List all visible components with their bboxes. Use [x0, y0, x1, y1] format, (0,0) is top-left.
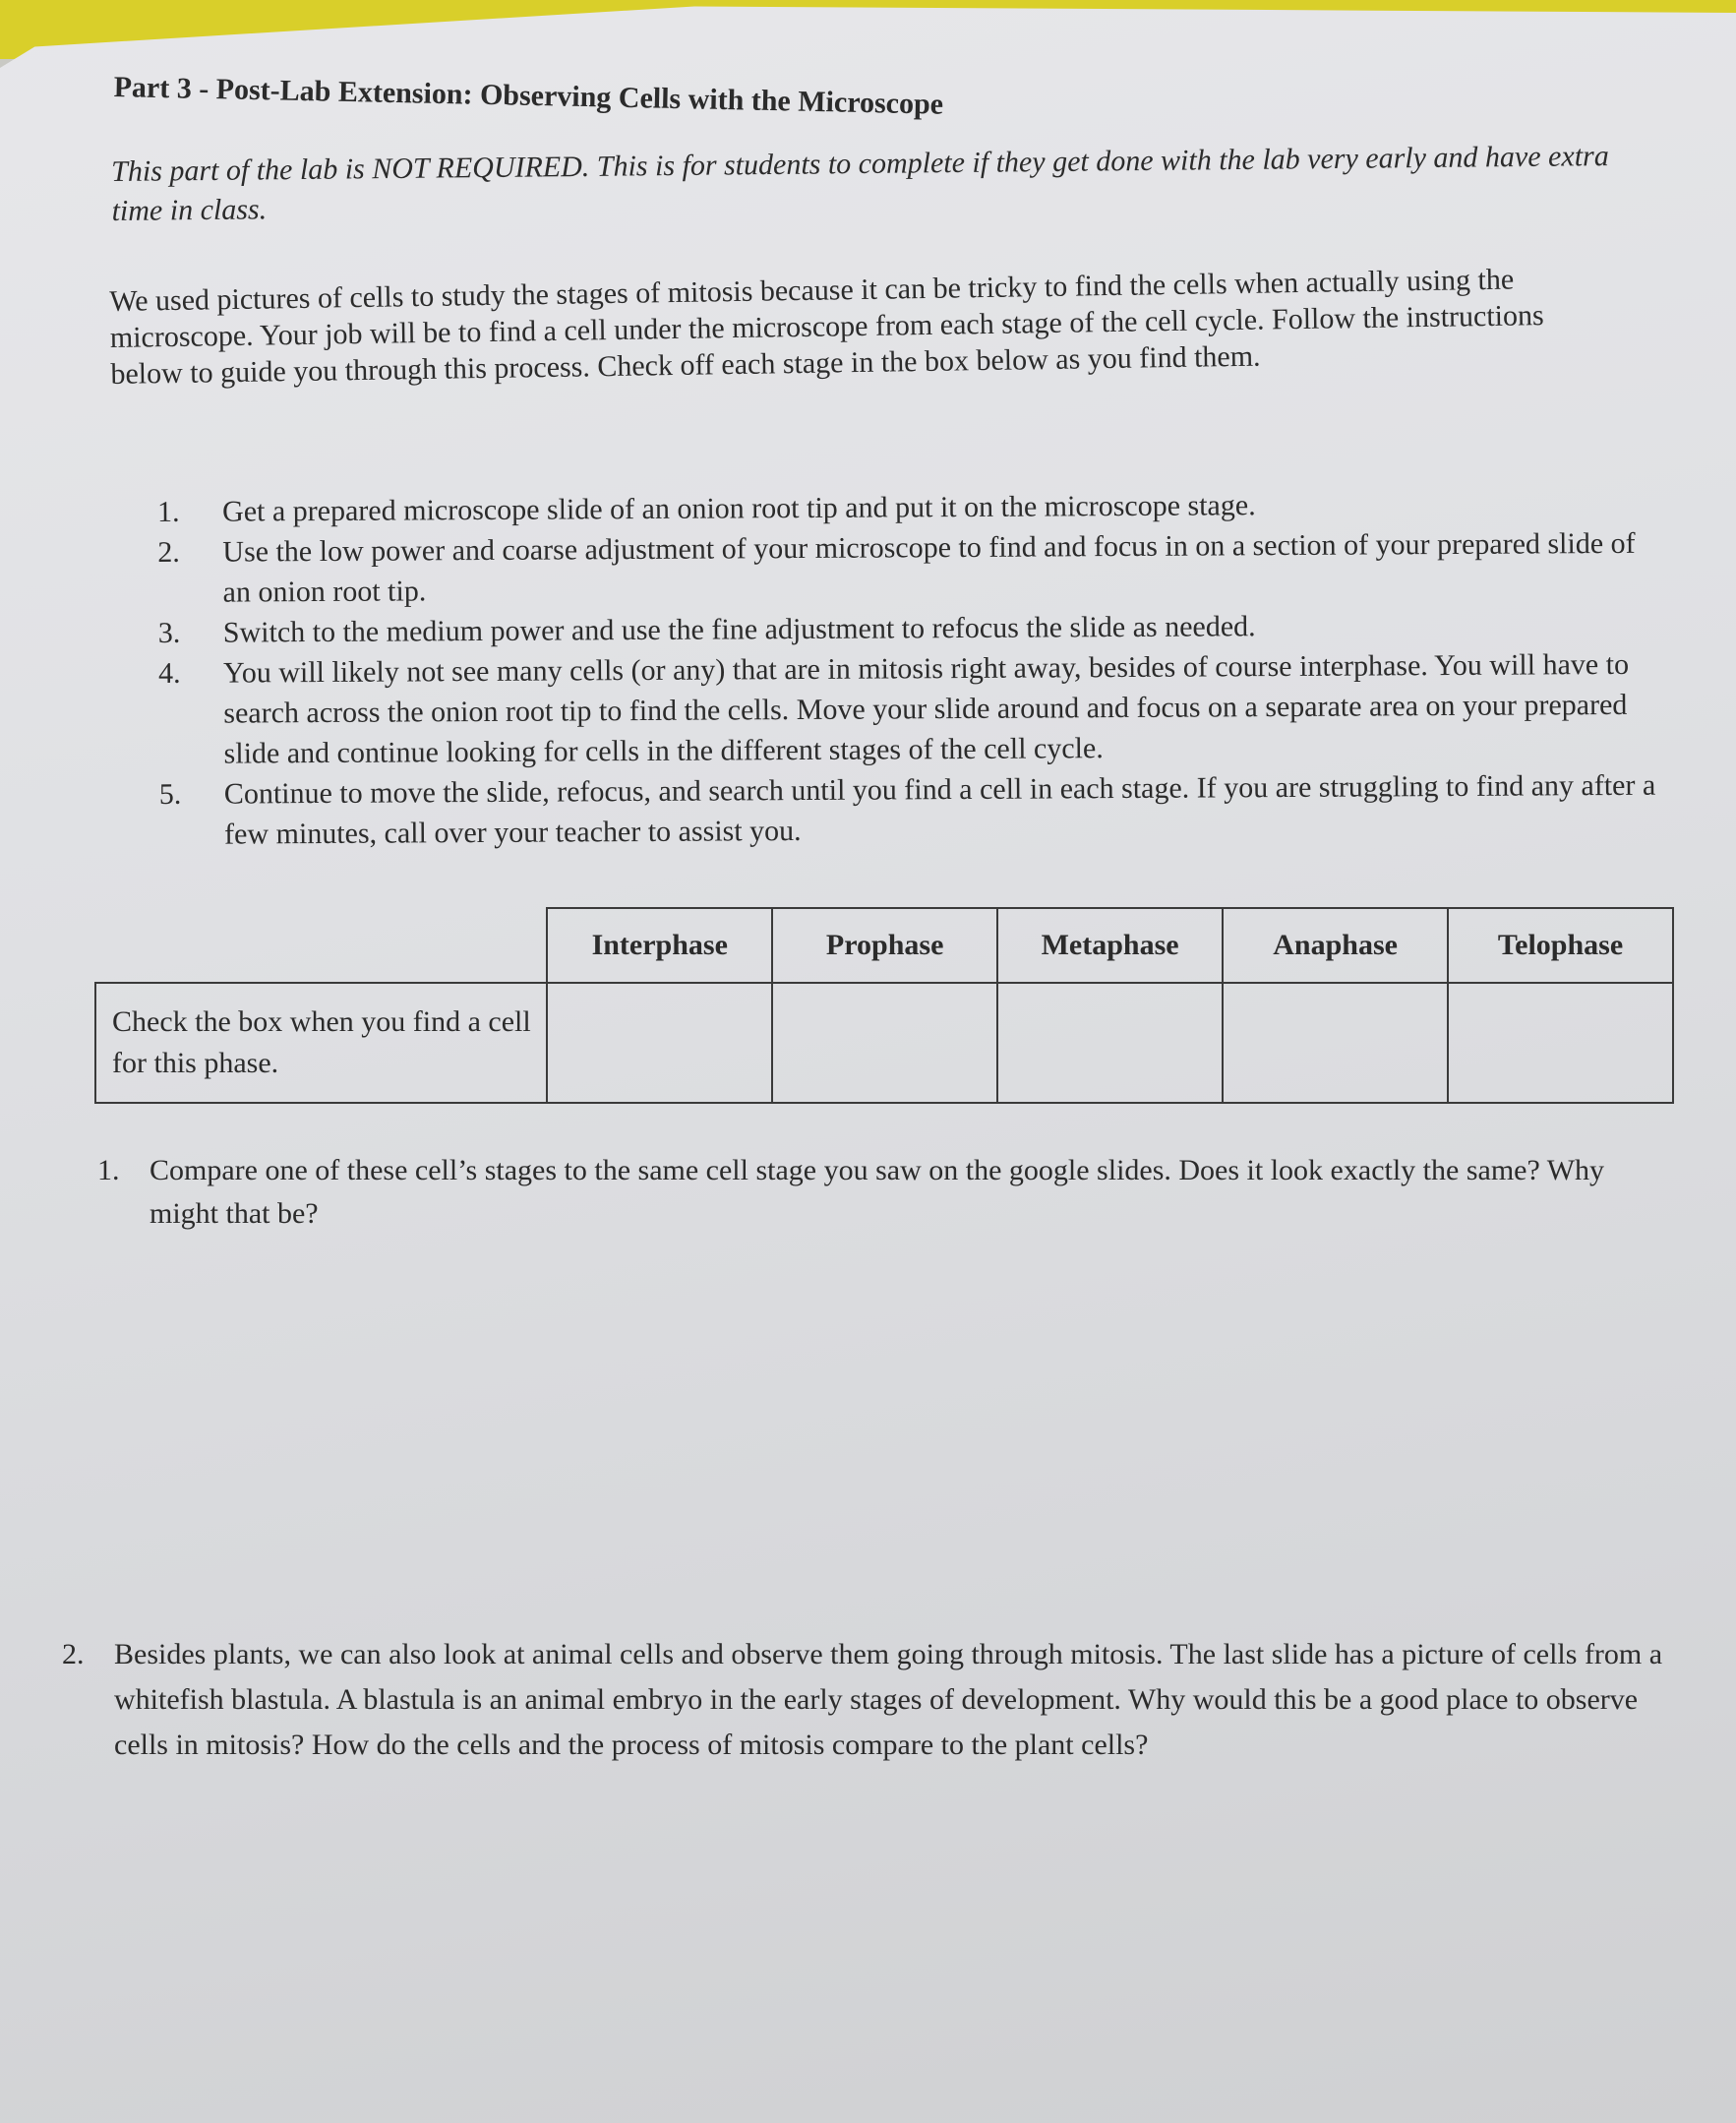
step-text: Use the low power and coarse adjustment of your microscope to find and focus in on a section of your prepared slide of an onion root tip.: [222, 526, 1636, 609]
check-cell-telophase[interactable]: [1448, 983, 1673, 1103]
check-cell-interphase[interactable]: [547, 983, 772, 1103]
step-number: 2.: [157, 535, 180, 569]
question-number: 1.: [97, 1154, 120, 1186]
question-number: 2.: [62, 1638, 85, 1670]
instruction-list: [157, 483, 1664, 855]
optional-note: This part of the lab is NOT REQUIRED. This is for students to complete if they get done with the lab very early and have extra time in class.: [111, 140, 1609, 227]
instruction-step: [158, 644, 1664, 774]
instruction-step: [159, 765, 1664, 855]
step-number: 5.: [158, 777, 182, 811]
page-title: Part 3 - Post-Lab Extension: Observing Cells with the Microscope: [113, 71, 944, 121]
header-interphase: Interphase: [547, 908, 772, 983]
empty-header-cell: [95, 908, 547, 983]
header-anaphase: Anaphase: [1223, 908, 1448, 983]
table-header-row: [95, 908, 1673, 983]
phase-checklist-table: [94, 907, 1674, 1104]
header-telophase: Telophase: [1448, 908, 1673, 983]
header-metaphase: Metaphase: [997, 908, 1223, 983]
question-2: [62, 1632, 1688, 1768]
step-number: 3.: [157, 616, 181, 649]
question-text: Besides plants, we can also look at animal cells and observe them going through mitosis. The last slide has a picture of cells from a whitefish blastula. A blastula is an animal embryo in the early stages of development. Why would this be a good place to observe cells in mitosis? How do the cells and the process of mitosis compare to the plant cells?: [114, 1638, 1663, 1761]
header-prophase: Prophase: [772, 908, 997, 983]
table-row: [95, 983, 1673, 1103]
question-text: Compare one of these cell’s stages to the same cell stage you saw on the google slides. Does it look exactly the same? Why might that be?: [150, 1154, 1605, 1230]
step-text: Switch to the medium power and use the fine adjustment to refocus the slide as needed.: [222, 610, 1256, 649]
step-text: Get a prepared microscope slide of an onion root tip and put it on the microscope stage.: [222, 489, 1256, 528]
intro-paragraph: We used pictures of cells to study the stages of mitosis because it can be tricky to find the cells when actually using the microscope. Your job will be to find a cell under the microscope from each stage of the cell cycle. Follow the instructions below to guide you through this process. Check off each stage in the box below as you find them.: [109, 263, 1544, 391]
row-label: Check the box when you find a cell for this phase.: [95, 983, 547, 1103]
question-1: [97, 1149, 1664, 1236]
step-text: You will likely not see many cells (or any) that are in mitosis right away, besides of course interphase. You will have to search across the onion root tip to find the cells. Move your slide around and focus on a separate area on your prepared slide and continue looking for cells in the different stages of the cell cycle.: [223, 647, 1630, 770]
check-cell-prophase[interactable]: [772, 983, 997, 1103]
step-number: 1.: [157, 495, 180, 528]
check-cell-metaphase[interactable]: [997, 983, 1223, 1103]
step-number: 4.: [158, 656, 181, 690]
step-text: Continue to move the slide, refocus, and search until you find a cell in each stage. If you are struggling to find any after a few minutes, call over your teacher to assist you.: [223, 768, 1656, 851]
check-cell-anaphase[interactable]: [1223, 983, 1448, 1103]
instruction-step: [157, 523, 1662, 613]
